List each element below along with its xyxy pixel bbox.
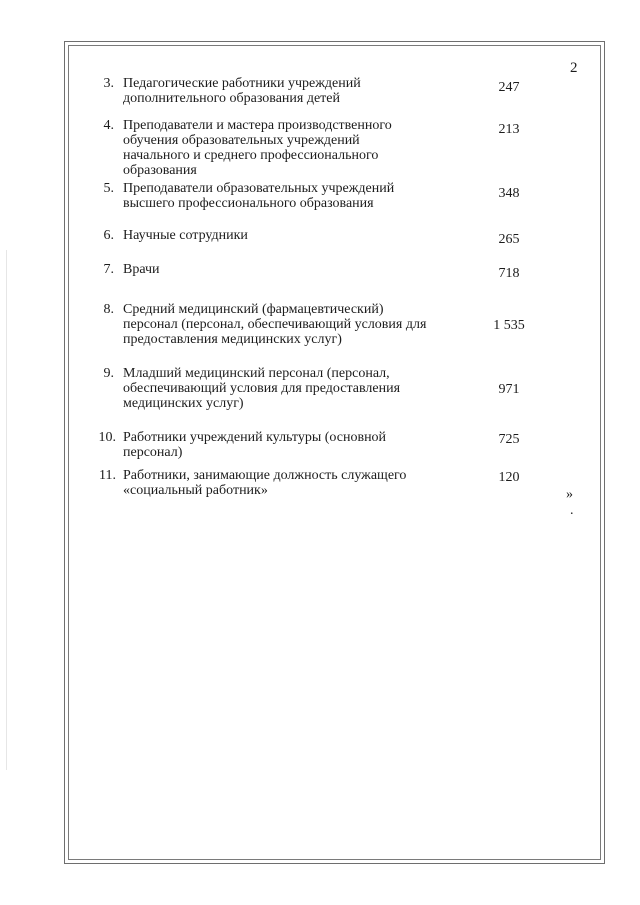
row-description: Преподаватели образовательных учреждений высшего профессионального образования: [123, 181, 395, 211]
closing-quote-mark: »: [566, 487, 573, 502]
row-value: 247: [498, 80, 520, 95]
row-value: 213: [498, 122, 520, 137]
row-description: Средний медицинский (фармацевтический) персонал (персонал, обеспечивающий условия для предоставления медицинских услуг): [123, 302, 427, 347]
row-description: Педагогические работники учреждений дополнительного образования детей: [123, 76, 361, 106]
row-value: 971: [498, 382, 520, 397]
row-value: 725: [498, 432, 520, 447]
row-number: 5.: [103, 181, 114, 196]
row-number: 6.: [103, 228, 114, 243]
row-value: 120: [498, 470, 520, 485]
row-description: Младший медицинский персонал (персонал, обеспечивающий условия для предоставления медицинских услуг): [123, 366, 401, 411]
row-description: Врачи: [123, 262, 160, 277]
row-description: Преподаватели и мастера производственного обучения образовательных учреждений начального и среднего профессионального образования: [123, 118, 392, 178]
row-number: 4.: [103, 118, 114, 133]
row-value: 1 535: [493, 318, 525, 333]
row-number: 9.: [103, 366, 114, 381]
row-description: Работники учреждений культуры (основной персонал): [123, 430, 387, 460]
row-value: 265: [498, 232, 520, 247]
row-number: 8.: [103, 302, 114, 317]
row-description: Научные сотрудники: [123, 228, 248, 243]
row-number: 10.: [98, 430, 116, 445]
row-description: Работники, занимающие должность служащего «социальный работник»: [123, 468, 407, 498]
row-number: 7.: [103, 262, 114, 277]
row-number: 3.: [103, 76, 114, 91]
row-value: 348: [498, 186, 520, 201]
page-number: 2: [570, 60, 578, 76]
scan-edge: [6, 250, 7, 770]
closing-dot-mark: .: [570, 503, 574, 518]
row-number: 11.: [99, 468, 116, 483]
row-value: 718: [498, 266, 520, 281]
